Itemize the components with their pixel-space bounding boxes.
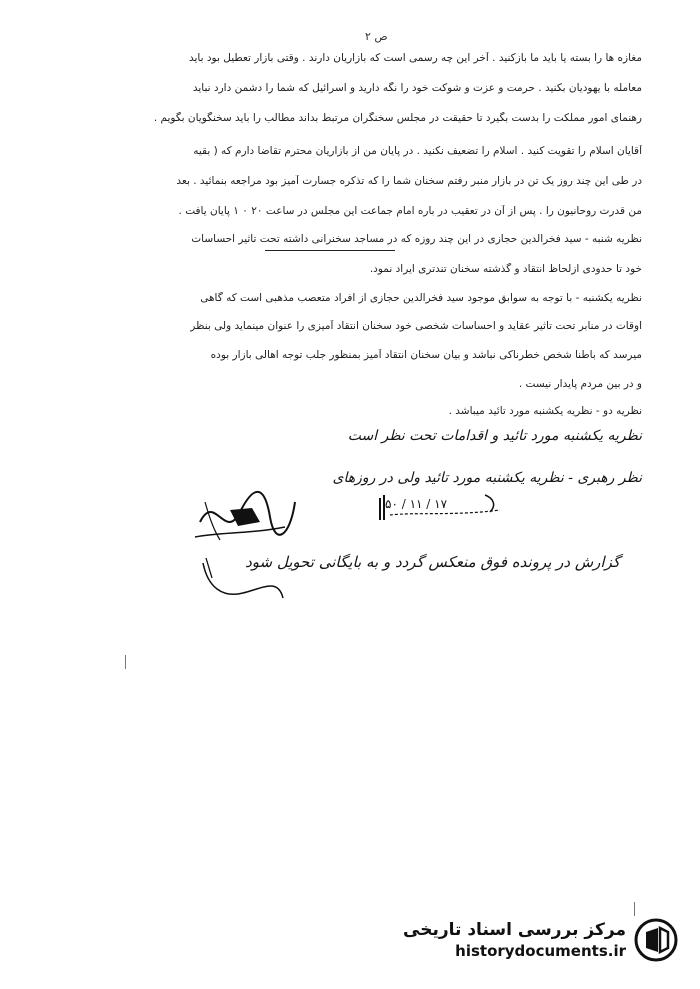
typed-line: در طی این چند روز یک تن در بازار منبر رفتم سخنان شما را که تذکره جسارت آمیز بود مراجعه بنمائید . بعد xyxy=(176,175,642,187)
typed-line: نظریه یکشنبه - با توجه به سوابق موجود سید فخرالدین حجازی از افراد متعصب مذهبی است که گاهی xyxy=(200,292,642,304)
typed-line: و در بین مردم پایدار نیست . xyxy=(518,378,642,390)
margin-mark xyxy=(634,902,635,916)
typed-line: اوقات در منابر تحت تاثیر عقاید و احساسات شخصی خود سخنان انتقاد آمیزی را عنوان مینماید ولی بنظر xyxy=(190,320,642,332)
typed-line: نظریه دو - نظریه یکشنبه مورد تائید میباشد . xyxy=(448,405,642,417)
page-number: ص ۲ xyxy=(365,30,388,43)
stamp-date: ۱۷ / ۱۱ / ۵۰ xyxy=(385,497,448,511)
date-stamp-icon xyxy=(375,490,505,525)
signature-scribble-icon xyxy=(190,482,300,547)
underline-mark xyxy=(265,250,395,251)
typed-line: میرسد که باطنا شخص خطرناکی نباشد و بیان سخنان انتقاد آمیز بمنظور جلب توجه اهالی بازار بوده xyxy=(210,349,642,361)
watermark-title: مرکز بررسی اسناد تاریخی xyxy=(403,920,626,940)
typed-line: خود تا حدودی ازلحاظ انتقاد و گذشته سخنان تندتری ایراد نمود. xyxy=(369,263,642,275)
typed-line: من قدرت روحانیون را . پس از آن در تعقیب در باره امام جماعت این مجلس در ساعت ۲۰ ۰ ۱ پایان یافت . xyxy=(178,205,642,217)
typed-line: آقایان اسلام را تقویت کنید . اسلام را تضعیف نکنید . در پایان من از بازاریان محترم تقاضا دارم که ( بقیه xyxy=(193,145,642,157)
watermark-url: historydocuments.ir xyxy=(455,942,626,960)
handwriting-flourish-icon xyxy=(198,548,288,603)
typed-line: معامله با یهودیان بکنید . حرمت و عزت و شوکت خود را نگه دارید و اسرائیل که شما را دشمن دارد نباید xyxy=(192,82,642,94)
typed-line: نظریه شنبه - سید فخرالدین حجازی در این چند روزه که در مساجد سخنرانی داشته تحت تاثیر احساسات xyxy=(191,233,642,245)
typed-line: مغازه ها را بسته یا باید ما بازکنید . آخر این چه رسمی است که بازاریان دارند . وقتی بازار تعطیل بود باید xyxy=(188,52,642,64)
watermark xyxy=(403,918,678,962)
handwritten-line: گزارش در پرونده فوق منعکس گردد و به بایگانی تحویل شود xyxy=(245,553,620,571)
typed-line: رهنمای امور مملکت را بدست بگیرد تا حقیقت در مجلس سخنگران مرتبط بداند مطالب را باید سخنگویان بگویم . xyxy=(153,112,642,124)
handwritten-line: نظریه یکشنبه مورد تائید و اقدامات تحت نظر است xyxy=(347,428,642,444)
handwritten-line: نظر رهبری - نظریه یکشنبه مورد تائید ولی در روزهای xyxy=(332,470,642,486)
historydocuments-logo-icon xyxy=(634,918,678,962)
margin-mark xyxy=(125,655,126,669)
